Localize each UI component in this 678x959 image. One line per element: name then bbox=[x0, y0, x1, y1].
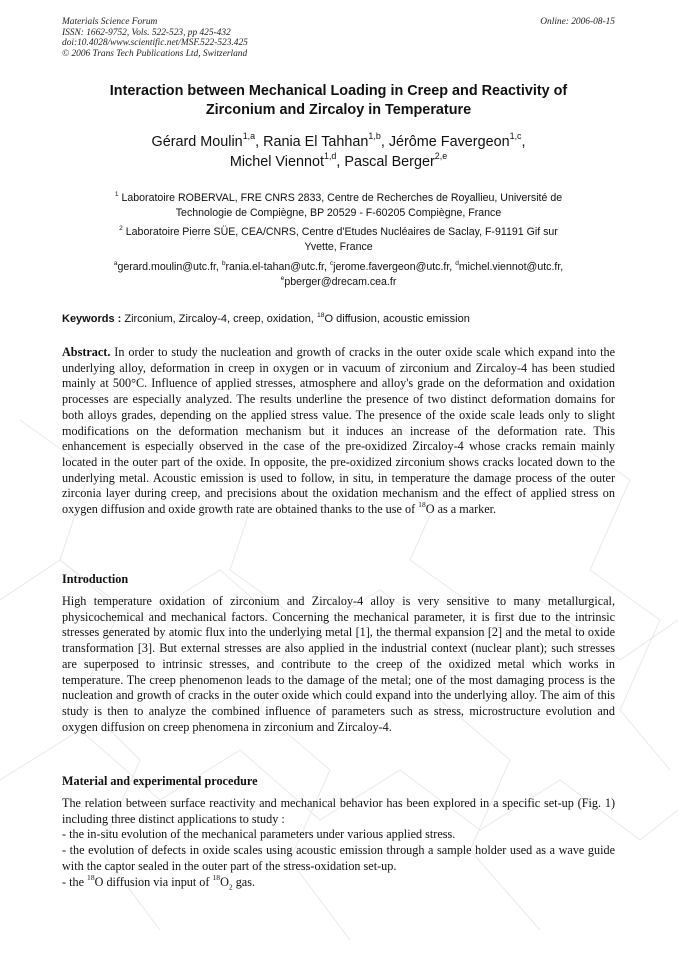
email-line-1 bbox=[62, 260, 615, 275]
affiliation-2-line-2: Yvette, France bbox=[304, 241, 373, 254]
list-item: - the in-situ evolution of the mechanical parameters under various applied stress. bbox=[62, 827, 456, 842]
list-item-text: O bbox=[220, 874, 229, 889]
list-item-text: O diffusion via input of bbox=[94, 874, 213, 889]
email-address[interactable]: pberger@drecam.cea.fr bbox=[284, 276, 397, 289]
email-mark: d bbox=[455, 259, 459, 267]
title-line-2: Zirconium and Zircaloy in Temperature bbox=[205, 101, 472, 118]
affiliation-2-line-1 bbox=[62, 225, 615, 240]
keywords-label: Keywords : bbox=[62, 313, 122, 325]
keywords-text: Zirconium, Zircaloy-4, creep, oxidation, bbox=[121, 313, 317, 325]
email-line-2 bbox=[62, 275, 615, 290]
author-list bbox=[62, 132, 615, 172]
materials-paragraph bbox=[62, 796, 615, 890]
abstract-text: In order to study the nucleation and growth of cracks in the outer oxide scale which expand into the underlying alloy, deformation in creep in oxygen or in vacuum of zirconium and Zircaloy-4 has been studied mainly at 500°C. Influence of applied stresses, atmosphere and alloy's grade on the deformation and oxidation processes are especially analyzed. The results underline the presence of two distinct deformation domains for both alloys grades, depending on the applied stress value. The presence of the oxide scale leads only to slight modifications on the deformation mechanism but it induces an increase of the deformation rate. This enhancement is especially observed in the case of the pre-oxidized Zircaloy-4 whose cracks remain mainly located in the outer part of the oxide. In opposite, the pre-oxidized zirconium shows cracks located down to the underlying metal. Acoustic emission is used to follow, in situ, in temperature the damage process of the outer zirconia layer during creep, and precisions about the oxidation mechanism and the effect of applied stress on oxygen diffusion and oxide growth rate are obtained thanks to the use of bbox=[62, 345, 615, 517]
materials-intro-text: The relation between surface reactivity and mechanical behavior has been explored in a specific set-up (Fig. 1) including three distinct applications to study : bbox=[62, 796, 615, 826]
email-address[interactable]: gerard.moulin@utc.fr, bbox=[117, 261, 222, 273]
author-separator: , bbox=[255, 134, 264, 150]
author-name: Michel Viennot bbox=[229, 154, 324, 170]
doi-line: doi:10.4028/www.scientific.net/MSF.522-523.425 bbox=[62, 38, 248, 49]
authors-line-2 bbox=[62, 152, 615, 172]
author-name: Rania El Tahhan bbox=[263, 134, 369, 150]
list-item-text: gas. bbox=[232, 874, 255, 889]
list-item-text: - the bbox=[62, 874, 88, 889]
author-name: Jérôme Favergeon bbox=[388, 134, 510, 150]
keywords-text-end: O diffusion, acoustic emission bbox=[324, 313, 470, 325]
affiliation-1 bbox=[62, 191, 615, 221]
abstract-text-end: O as a marker. bbox=[425, 502, 497, 517]
introduction-heading: Introduction bbox=[62, 572, 129, 586]
affiliation-2 bbox=[62, 225, 615, 255]
list-item bbox=[62, 872, 615, 891]
isotope-superscript: 18 bbox=[212, 872, 221, 882]
affiliation-text: Laboratoire Pierre SÜE, CEA/CNRS, Centre d'Etudes Nucléaires de Saclay, F-91191 Gif sur bbox=[122, 226, 558, 238]
isotope-superscript: 18 bbox=[418, 500, 426, 510]
online-date: Online: 2006-08-15 bbox=[540, 17, 615, 27]
author-affiliation-mark: 1,c bbox=[509, 131, 522, 142]
authors-line-1 bbox=[62, 132, 615, 152]
email-mark: c bbox=[329, 259, 334, 267]
email-address[interactable]: jerome.favergeon@utc.fr, bbox=[333, 261, 456, 273]
author-affiliation-mark: 1,b bbox=[368, 131, 381, 142]
isotope-superscript: 18 bbox=[316, 311, 325, 319]
issn-line: ISSN: 1662-9752, Vols. 522-523, pp 425-432 bbox=[62, 27, 231, 38]
author-affiliation-mark: 1,d bbox=[323, 151, 337, 162]
author-separator: , bbox=[336, 154, 345, 170]
isotope-superscript: 18 bbox=[87, 872, 95, 882]
abstract-label: Abstract. bbox=[62, 345, 111, 359]
journal-header bbox=[62, 17, 382, 59]
affiliation-1-line-2: Technologie de Compiègne, BP 20529 - F-60205 Compiègne, France bbox=[175, 207, 502, 220]
affiliation-number: 2 bbox=[119, 224, 123, 232]
title-line-1: Interaction between Mechanical Loading in Creep and Reactivity of bbox=[109, 83, 568, 99]
paper-title bbox=[62, 82, 615, 119]
copyright-line: © 2006 Trans Tech Publications Ltd, Switzerland bbox=[62, 48, 248, 59]
abstract-paragraph bbox=[62, 345, 615, 518]
journal-name: Materials Science Forum bbox=[62, 17, 158, 27]
author-name: Gérard Moulin bbox=[151, 134, 243, 150]
email-list bbox=[62, 260, 615, 290]
keywords bbox=[62, 312, 615, 327]
molecule-subscript: 2 bbox=[228, 881, 233, 891]
introduction-paragraph: High temperature oxidation of zirconium and Zircaloy-4 alloy is very sensitive to many metallurgical, physicochemical and mechanical factors. Concerning the mechanical parameter, it is first due to the intrinsic stresses generated by atomic flux into the underlying metal [1], the thermal expansion [2] and the metal to oxide transformation [3]. But external stresses are also applied in the industrial context (nuclear plant); such stresses are superposed to intrinsic stresses, and contribute to the creep of the oxidized metal which works in temperature. The creep phenomenon leads to the damage of the metal; one of the most damaging process is the nucleation and growth of cracks in the outer oxide which could expand into the underlying alloy. The aim of this study is then to analyze the combined influence of parameters such as stress, microstructure evolution and oxygen diffusion on creep phenomena in zirconium and Zircaloy-4. bbox=[62, 594, 615, 734]
affiliation-number: 1 bbox=[114, 190, 119, 198]
email-mark: e bbox=[280, 275, 285, 283]
list-item: - the evolution of defects in oxide scales using acoustic emission through a sample holder used as a wave guide with the captor sealed in the outer part of the stress-oxidation set-up. bbox=[62, 843, 615, 873]
affiliation-text: Laboratoire ROBERVAL, FRE CNRS 2833, Centre de Recherches de Royallieu, Université de bbox=[118, 192, 563, 204]
author-name: Pascal Berger bbox=[344, 154, 435, 170]
author-separator: , bbox=[380, 134, 389, 150]
affiliation-1-line-1 bbox=[62, 191, 615, 206]
email-address[interactable]: rania.el-tahan@utc.fr, bbox=[225, 261, 330, 273]
author-separator: , bbox=[521, 134, 526, 150]
author-affiliation-mark: 1,a bbox=[242, 131, 256, 142]
materials-heading: Material and experimental procedure bbox=[62, 774, 258, 788]
email-address[interactable]: michel.viennot@utc.fr, bbox=[458, 261, 564, 273]
email-mark: a bbox=[113, 259, 118, 267]
email-mark: b bbox=[221, 259, 226, 267]
author-affiliation-mark: 2,e bbox=[434, 151, 448, 162]
